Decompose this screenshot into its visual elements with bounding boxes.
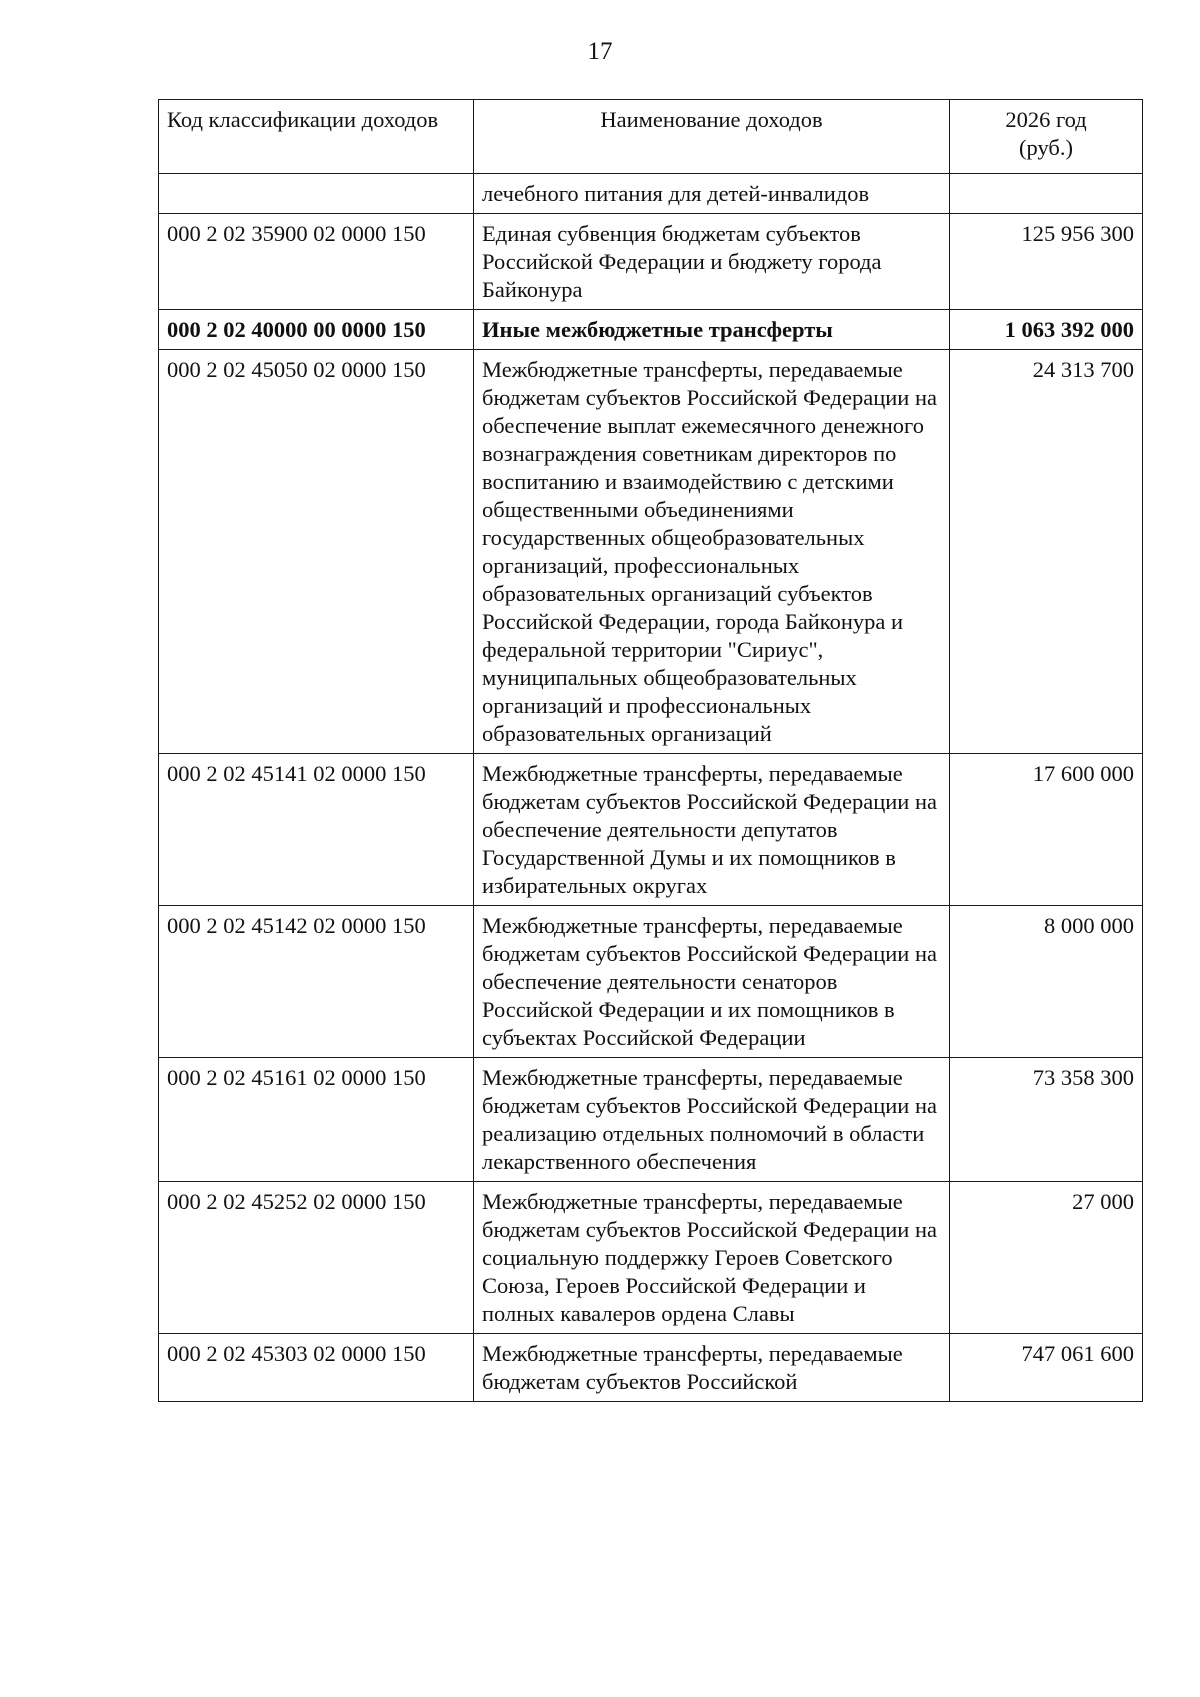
row-amount: 1 063 392 000 [950, 310, 1143, 350]
row-amount: 73 358 300 [950, 1058, 1143, 1182]
row-name: Межбюджетные трансферты, передаваемые бюджетам субъектов Российской [474, 1334, 950, 1402]
table-row [159, 906, 1143, 1058]
table-row [159, 310, 1143, 350]
header-amount-year: 2026 год [1005, 107, 1087, 132]
row-name: Межбюджетные трансферты, передаваемые бюджетам субъектов Российской Федерации на обеспечение выплат ежемесячного денежного вознаграждения советникам директоров по воспитанию и взаимодействию с детскими общественными объединениями государственных общеобразовательных организаций, профессиональных образовательных организаций субъектов Российской Федерации, города Байконура и федеральной территории "Сириус", муниципальных общеобразовательных организаций и профессиональных образовательных организаций [474, 350, 950, 754]
row-code: 000 2 02 35900 02 0000 150 [159, 214, 474, 310]
table-row [159, 350, 1143, 754]
row-name: Межбюджетные трансферты, передаваемые бюджетам субъектов Российской Федерации на социальную поддержку Героев Советского Союза, Героев Российской Федерации и полных кавалеров ордена Славы [474, 1182, 950, 1334]
row-name: лечебного питания для детей-инвалидов [474, 174, 950, 214]
table-row [159, 1182, 1143, 1334]
header-amount [950, 100, 1143, 174]
table-header-row [159, 100, 1143, 174]
table-row [159, 1334, 1143, 1402]
row-amount: 27 000 [950, 1182, 1143, 1334]
row-code: 000 2 02 45050 02 0000 150 [159, 350, 474, 754]
row-amount: 17 600 000 [950, 754, 1143, 906]
row-name: Межбюджетные трансферты, передаваемые бюджетам субъектов Российской Федерации на реализацию отдельных полномочий в области лекарственного обеспечения [474, 1058, 950, 1182]
row-code: 000 2 02 45252 02 0000 150 [159, 1182, 474, 1334]
row-amount: 125 956 300 [950, 214, 1143, 310]
table-row [159, 174, 1143, 214]
header-code: Код классификации доходов [159, 100, 474, 174]
row-code [159, 174, 474, 214]
row-name: Межбюджетные трансферты, передаваемые бюджетам субъектов Российской Федерации на обеспечение деятельности депутатов Государственной Думы и их помощников в избирательных округах [474, 754, 950, 906]
page-number: 17 [587, 38, 613, 65]
revenue-table [158, 99, 1143, 1402]
row-code: 000 2 02 40000 00 0000 150 [159, 310, 474, 350]
row-code: 000 2 02 45303 02 0000 150 [159, 1334, 474, 1402]
table-row [159, 754, 1143, 906]
row-amount: 8 000 000 [950, 906, 1143, 1058]
header-amount-unit: (руб.) [1019, 135, 1073, 160]
table-row [159, 214, 1143, 310]
row-code: 000 2 02 45141 02 0000 150 [159, 754, 474, 906]
row-code: 000 2 02 45161 02 0000 150 [159, 1058, 474, 1182]
row-name: Межбюджетные трансферты, передаваемые бюджетам субъектов Российской Федерации на обеспечение деятельности сенаторов Российской Федерации и их помощников в субъектах Российской Федерации [474, 906, 950, 1058]
row-amount: 747 061 600 [950, 1334, 1143, 1402]
row-code: 000 2 02 45142 02 0000 150 [159, 906, 474, 1058]
header-name: Наименование доходов [474, 100, 950, 174]
row-amount [950, 174, 1143, 214]
row-name: Иные межбюджетные трансферты [474, 310, 950, 350]
row-name: Единая субвенция бюджетам субъектов Российской Федерации и бюджету города Байконура [474, 214, 950, 310]
row-amount: 24 313 700 [950, 350, 1143, 754]
table-row [159, 1058, 1143, 1182]
